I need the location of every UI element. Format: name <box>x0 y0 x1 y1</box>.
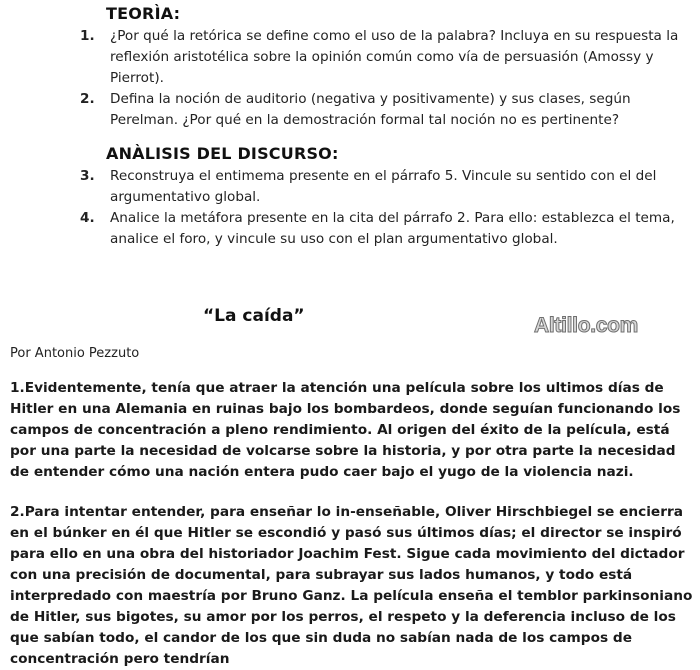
article-paragraph: 2.Para intentar entender, para enseñar lo in-enseñable, Oliver Hirschbiegel se encierra en el búnker en él que Hitler se escondió y pasó sus últimos días; el director se inspiró para ello en una obra del historiador Joachim Fest. Sigue cada movimiento del dictador con una precisión de documental, para subrayar sus lados humanos, y todo está interpredado con maestría por Bruno Ganz. La película enseña el temblor parkinsoniano de Hitler, sus bigotes, su amor por los perros, el respeto y la deferencia incluso de los que sabían todo, el candor de los que sin duda no sabían nada de los campos de concentración pero tendrían <box>10 504 693 667</box>
teoria-heading: TEORÌA: <box>106 4 181 23</box>
watermark-logo: Altillo.com <box>534 314 639 337</box>
question-number: 4. <box>80 210 95 226</box>
question-item <box>76 26 698 89</box>
question-item <box>76 208 698 250</box>
article-title: “La caída” <box>203 306 305 326</box>
article-paragraph: 1.Evidentemente, tenía que atraer la atención una película sobre los ultimos días de Hitler en una Alemania en ruinas bajo los bombardeos, donde seguían funcionando los campos de concentración a pleno rendimiento. Al origen del éxito de la película, está por una parte la necesidad de volcarse sobre la historia, y por otra parte la necesidad de entender cómo una nación entera pudo caer bajo el yugo de la violencia nazi. <box>10 380 681 480</box>
question-text: Analice la metáfora presente en la cita del párrafo 2. Para ello: establezca el tema, analice el foro, y vincule su uso con el plan argumentativo global. <box>110 210 675 247</box>
question-text: Reconstruya el entimema presente en el párrafo 5. Vincule su sentido con el del argumentativo global. <box>110 168 657 205</box>
teoria-question-list <box>76 26 698 131</box>
question-number: 2. <box>80 91 95 107</box>
question-item <box>76 166 698 208</box>
question-item <box>76 89 698 131</box>
analisis-question-list <box>76 166 698 250</box>
question-text: ¿Por qué la retórica se define como el uso de la palabra? Incluya en su respuesta la reflexión aristotélica sobre la opinión común como vía de persuasión (Amossy y Pierrot). <box>110 28 679 86</box>
question-number: 3. <box>80 168 95 184</box>
analisis-heading: ANÀLISIS DEL DISCURSO: <box>106 144 339 163</box>
question-text: Defina la noción de auditorio (negativa y positivamente) y sus clases, según Perelman. ¿Por qué en la demostración formal tal noción no es pertinente? <box>110 91 631 128</box>
question-number: 1. <box>80 28 95 44</box>
article-byline: Por Antonio Pezzuto <box>10 346 140 361</box>
